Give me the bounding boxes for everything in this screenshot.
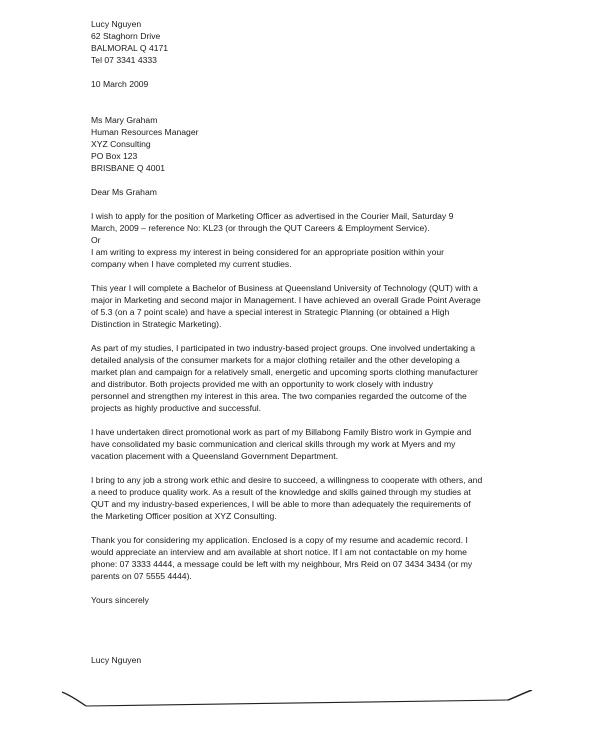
closing: Yours sincerely — [91, 595, 149, 605]
sender-name: Lucy Nguyen — [91, 19, 142, 29]
paragraph-line: I am writing to express my interest in being considered for an appropriate position within your — [91, 247, 444, 257]
paragraph-work-ethic — [91, 474, 523, 522]
paragraph-line: major in Marketing and second major in Management. I have achieved an overall Grade Point Average — [91, 295, 481, 305]
paragraph-projects — [91, 342, 523, 414]
paragraph-line: phone: 07 3333 4444, a message could be left with my neighbour, Mrs Reid on 07 3434 3434 (or my — [91, 559, 473, 569]
sender-suburb: BALMORAL Q 4171 — [91, 43, 169, 53]
paragraph-line: of 5.3 (on a 7 point scale) and have a special interest in Strategic Planning (or obtained a High — [91, 307, 450, 317]
cover-letter — [91, 18, 523, 666]
paragraph-line: Thank you for considering my application. Enclosed is a copy of my resume and academic record. I — [91, 535, 468, 545]
bottom-right-curve — [508, 690, 532, 700]
recipient-name: Ms Mary Graham — [91, 115, 158, 125]
recipient-address — [91, 114, 523, 174]
paragraph-line: QUT and my industry-based experiences, I will be able to more than adequately the requirements of — [91, 499, 471, 509]
paragraph-line: the Marketing Officer position at XYZ Consulting. — [91, 511, 277, 521]
signature-block — [91, 654, 523, 666]
paragraph-line: would appreciate an interview and am available at short notice. If I am not contactable on my home — [91, 547, 467, 557]
paragraph-line: projects as highly productive and successful. — [91, 403, 262, 413]
page-curl-decoration — [0, 690, 600, 720]
paragraph-line: have consolidated my basic communication and clerical skills through my work at Myers and my — [91, 439, 456, 449]
paragraph-thank-you — [91, 534, 523, 582]
bottom-rule-line — [86, 700, 508, 706]
paragraph-line: company when I have completed my current studies. — [91, 259, 292, 269]
paragraph-application — [91, 210, 523, 270]
paragraph-line: and distributor. Both projects provided me with an opportunity to work closely with industry — [91, 379, 434, 389]
letter-date-block — [91, 78, 523, 90]
signature-name: Lucy Nguyen — [91, 655, 142, 665]
closing-block — [91, 594, 523, 606]
recipient-title: Human Resources Manager — [91, 127, 199, 137]
salutation: Dear Ms Graham — [91, 187, 157, 197]
paragraph-work-experience — [91, 426, 523, 462]
paragraph-line: personnel and strengthen my interest in this area. The two companies regarded the outcome of the — [91, 391, 467, 401]
paragraph-line: vacation placement with a Queensland Government Department. — [91, 451, 338, 461]
bottom-left-curve — [62, 692, 86, 706]
paragraph-line: I have undertaken direct promotional work as part of my Billabong Family Bistro work in Gympie and — [91, 427, 472, 437]
paragraph-line: Or — [91, 235, 101, 245]
paragraph-line: I wish to apply for the position of Marketing Officer as advertised in the Courier Mail, Saturday 9 — [91, 211, 454, 221]
letter-date: 10 March 2009 — [91, 79, 149, 89]
sender-phone: Tel 07 3341 4333 — [91, 55, 157, 65]
sender-street: 62 Staghorn Drive — [91, 31, 161, 41]
paragraph-line: market plan and campaign for a relatively small, energetic and upcoming sports clothing manufacturer — [91, 367, 478, 377]
recipient-city: BRISBANE Q 4001 — [91, 163, 166, 173]
paragraph-line: This year I will complete a Bachelor of Business at Queensland University of Technology (QUT) with a — [91, 283, 478, 293]
sender-address — [91, 18, 523, 66]
recipient-po-box: PO Box 123 — [91, 151, 138, 161]
paragraph-line: I bring to any job a strong work ethic and desire to succeed, a willingness to cooperate with others, and — [91, 475, 483, 485]
recipient-company: XYZ Consulting — [91, 139, 151, 149]
paragraph-line: detailed analysis of the consumer markets for a major clothing retailer and the other developing a — [91, 355, 460, 365]
paragraph-line: a need to produce quality work. As a result of the knowledge and skills gained through my studies at — [91, 487, 471, 497]
paragraph-line: Distinction in Strategic Marketing). — [91, 319, 222, 329]
salutation-block — [91, 186, 523, 198]
paragraph-line: parents on 07 5555 4444). — [91, 571, 192, 581]
paragraph-education — [91, 282, 523, 330]
paragraph-line: March, 2009 – reference No: KL23 (or through the QUT Careers & Employment Service). — [91, 223, 430, 233]
paragraph-line: As part of my studies, I participated in two industry-based project groups. One involved undertaking a — [91, 343, 476, 353]
